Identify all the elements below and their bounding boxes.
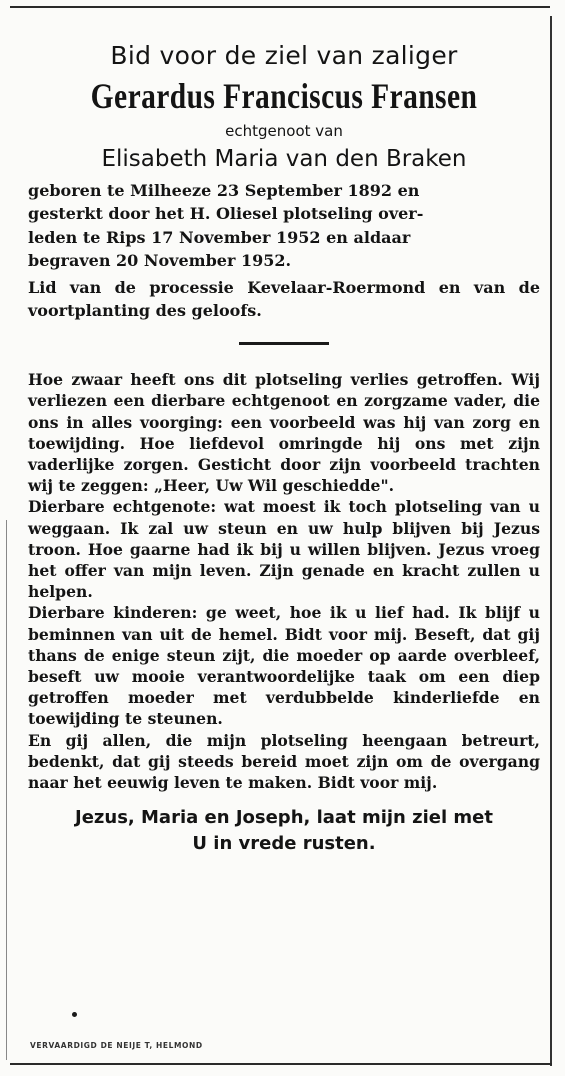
facts-line: leden te Rips 17 November 1952 en aldaar [28,227,411,247]
closing-prayer [28,805,540,857]
top-border-rule [10,6,550,8]
right-border-rule [550,16,552,1066]
section-divider [239,342,329,345]
printer-imprint: VERVAARDIGD DE NEIJE T, HELMOND [30,1041,203,1050]
facts-line: gesterkt door het H. Oliesel plotseling over- [28,204,424,224]
paragraph-family: Hoe zwaar heeft ons dit plotseling verlies getroffen. Wij verliezen een dierbare echtgenoot en zorgzame vader, die ons in alles voorging: een voorbeeld was hij van zorg en toewijding. Hoe liefdevol omringde hij ons met zijn vaderlijke zorgen. Gesticht door zijn voorbeeld trachten wij te zeggen: „Heer, Uw Wil geschiedde". [28,370,540,496]
relation-label: echtgenoot van [225,122,343,140]
dot-mark-icon [72,1012,77,1017]
deceased-name: Gerardus Franciscus Fransen [90,76,478,116]
paragraph-children: Dierbare kinderen: ge weet, hoe ik u lief had. Ik blijf u beminnen van uit de hemel. Bidt voor mij. Beseft, dat gij thans de enige steun zijt, die moeder op aarde overbleef, beseft uw mooie verantwoordelijke taak om een diep getroffen moeder met verdubbelde kinderliefde en toewijding te steunen. [28,603,540,729]
paragraph-spouse: Dierbare echtgenote: wat moest ik toch plotseling van u weggaan. Ik zal uw steun en uw hulp blijven bij Jezus troon. Hoe gaarne had ik bij u willen blijven. Jezus vroeg het offer van mijn leven. Zijn genade en kracht zullen u helpen. [28,497,540,602]
facts-line: geboren te Milheeze 23 September 1892 en [28,181,420,200]
card-content [28,40,540,857]
prayer-heading: Bid voor de ziel van zaliger [110,41,458,70]
membership-text: Lid van de processie Kevelaar-Roermond en van de voortplanting des geloofs. [28,278,540,321]
bottom-border-rule [10,1063,552,1065]
closing-line: Jezus, Maria en Joseph, laat mijn ziel met [75,807,493,829]
facts-line: begraven 20 November 1952. [28,250,292,270]
life-facts [28,179,540,272]
paragraph-all: En gij allen, die mijn plotseling heengaan betreurt, bedenkt, dat gij steeds bereid moet zijn om de overgang naar het eeuwig leven te maken. Bidt voor mij. [28,730,540,793]
closing-line: U in vrede rusten. [192,833,376,855]
farewell-text [28,369,540,793]
spouse-name: Elisabeth Maria van den Braken [101,146,467,172]
left-border-rule [6,520,7,1060]
